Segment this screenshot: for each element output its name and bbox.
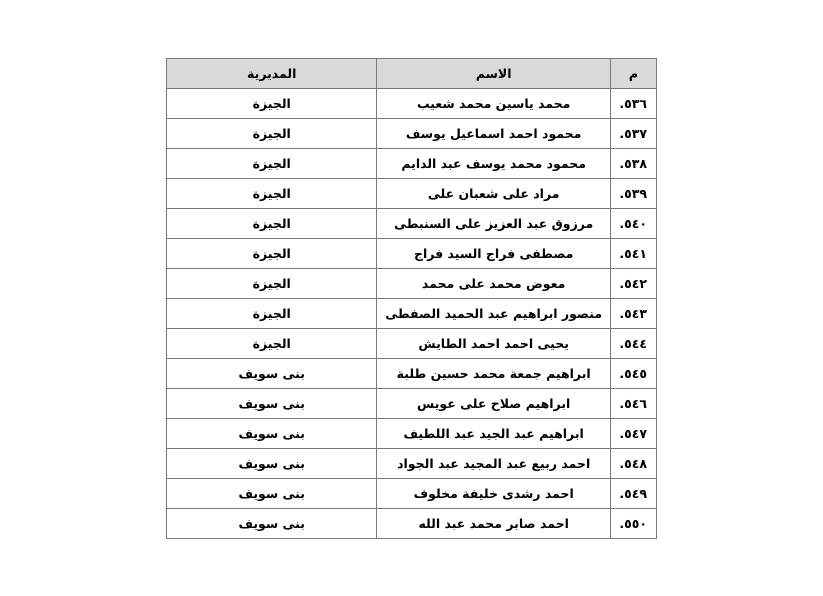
table-row bbox=[167, 269, 657, 299]
row-num: ٥٥٠. bbox=[610, 509, 656, 539]
row-num: ٥٣٨. bbox=[610, 149, 656, 179]
row-directorate: الجيزة bbox=[167, 89, 377, 119]
row-name: ابراهيم جمعة محمد حسين طلبة bbox=[377, 359, 610, 389]
row-name: احمد ربيع عبد المجيد عبد الجواد bbox=[377, 449, 610, 479]
header-directorate: المديرية bbox=[167, 59, 377, 89]
row-name: منصور ابراهيم عبد الحميد الصفطى bbox=[377, 299, 610, 329]
row-num: ٥٤٠. bbox=[610, 209, 656, 239]
table-row bbox=[167, 389, 657, 419]
header-row bbox=[167, 59, 657, 89]
row-directorate: بنى سويف bbox=[167, 449, 377, 479]
table-row bbox=[167, 479, 657, 509]
table-row bbox=[167, 359, 657, 389]
table-row bbox=[167, 179, 657, 209]
table-row bbox=[167, 449, 657, 479]
row-num: ٥٣٧. bbox=[610, 119, 656, 149]
table-row bbox=[167, 419, 657, 449]
row-directorate: الجيزة bbox=[167, 149, 377, 179]
row-directorate: الجيزة bbox=[167, 299, 377, 329]
row-directorate: بنى سويف bbox=[167, 509, 377, 539]
names-table bbox=[166, 58, 657, 539]
header-num: م bbox=[610, 59, 656, 89]
row-name: ابراهيم صلاح على عويس bbox=[377, 389, 610, 419]
row-directorate: بنى سويف bbox=[167, 479, 377, 509]
row-num: ٥٣٦. bbox=[610, 89, 656, 119]
table-row bbox=[167, 329, 657, 359]
row-directorate: بنى سويف bbox=[167, 419, 377, 449]
row-directorate: الجيزة bbox=[167, 209, 377, 239]
row-name: محمد ياسين محمد شعيب bbox=[377, 89, 610, 119]
table-row bbox=[167, 509, 657, 539]
table-row bbox=[167, 299, 657, 329]
row-name: مصطفى فراج السيد فراج bbox=[377, 239, 610, 269]
header-name: الاسم bbox=[377, 59, 610, 89]
row-name: يحيى احمد احمد الطايش bbox=[377, 329, 610, 359]
row-name: احمد رشدى خليفة مخلوف bbox=[377, 479, 610, 509]
row-directorate: الجيزة bbox=[167, 269, 377, 299]
row-name: مرزوق عبد العزيز على السنبطى bbox=[377, 209, 610, 239]
row-directorate: الجيزة bbox=[167, 239, 377, 269]
row-directorate: الجيزة bbox=[167, 329, 377, 359]
table-header bbox=[167, 59, 657, 89]
row-num: ٥٤٦. bbox=[610, 389, 656, 419]
row-num: ٥٤٢. bbox=[610, 269, 656, 299]
table-row bbox=[167, 89, 657, 119]
row-directorate: بنى سويف bbox=[167, 359, 377, 389]
row-num: ٥٤٨. bbox=[610, 449, 656, 479]
row-directorate: الجيزة bbox=[167, 119, 377, 149]
row-name: محمود محمد يوسف عبد الدايم bbox=[377, 149, 610, 179]
row-num: ٥٤٧. bbox=[610, 419, 656, 449]
row-directorate: بنى سويف bbox=[167, 389, 377, 419]
table-row bbox=[167, 119, 657, 149]
row-num: ٥٤٥. bbox=[610, 359, 656, 389]
row-num: ٥٤١. bbox=[610, 239, 656, 269]
row-directorate: الجيزة bbox=[167, 179, 377, 209]
row-num: ٥٣٩. bbox=[610, 179, 656, 209]
row-name: محمود احمد اسماعيل يوسف bbox=[377, 119, 610, 149]
row-name: مراد على شعبان على bbox=[377, 179, 610, 209]
row-num: ٥٤٤. bbox=[610, 329, 656, 359]
table-row bbox=[167, 239, 657, 269]
row-name: ابراهيم عبد الجيد عبد اللطيف bbox=[377, 419, 610, 449]
row-num: ٥٤٩. bbox=[610, 479, 656, 509]
table-body bbox=[167, 89, 657, 539]
row-num: ٥٤٣. bbox=[610, 299, 656, 329]
table-row bbox=[167, 149, 657, 179]
row-name: معوض محمد على محمد bbox=[377, 269, 610, 299]
table-row bbox=[167, 209, 657, 239]
row-name: احمد صابر محمد عبد الله bbox=[377, 509, 610, 539]
